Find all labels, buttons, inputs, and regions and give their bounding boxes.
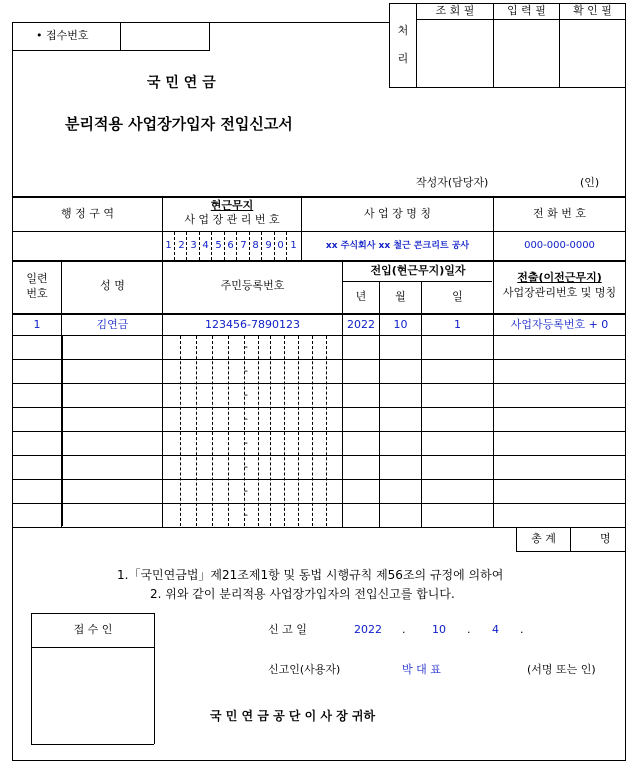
right-border: [625, 3, 626, 760]
reporter-sign-label: (서명 또는 인): [527, 663, 596, 676]
table-row[interactable]: [12, 504, 625, 527]
org-title: 국 민 연 금: [147, 75, 216, 91]
resident-dash: -: [244, 340, 248, 353]
receipt-number-field[interactable]: [121, 23, 209, 50]
mgmt-digit: 3: [190, 240, 197, 251]
workplace-top-line: [12, 196, 626, 198]
mgmt-digit: 4: [202, 240, 209, 251]
receiver-label: 접 수 인: [73, 623, 113, 636]
notice-line-1: 1.「국민연금법」제21조제1항 및 동법 시행규칙 제56조의 규정에 의하여: [117, 568, 504, 582]
mgmt-digit: 9: [265, 240, 272, 251]
member-day: 1: [454, 318, 461, 331]
report-date-day[interactable]: 4: [492, 623, 499, 636]
month-header: 월: [395, 290, 406, 303]
resident-number-header: 주민등록번호: [220, 279, 285, 292]
admin-area-header: 행 정 구 역: [61, 207, 114, 220]
report-date-sep-3: .: [520, 623, 524, 636]
writer-seal-label: (인): [580, 176, 600, 189]
form-title: 분리적용 사업장가입자 전입신고서: [65, 115, 293, 133]
approval-cell-confirm[interactable]: [560, 20, 625, 86]
writer-label: 작성자(담당자): [416, 176, 489, 189]
phone-header: 전 화 번 호: [533, 207, 586, 220]
transfer-out-header-1: 전출(이전근무지): [517, 271, 602, 284]
mgmt-digit: 6: [227, 240, 234, 251]
approval-cell-input[interactable]: [494, 20, 559, 86]
report-date-month[interactable]: 10: [432, 623, 446, 636]
mgmt-digit: 5: [215, 240, 222, 251]
table-row[interactable]: [12, 456, 625, 479]
table-row[interactable]: [12, 314, 625, 335]
admin-area-field[interactable]: [13, 232, 162, 260]
approval-cell-view[interactable]: [417, 20, 493, 86]
report-date-sep-1: .: [402, 623, 406, 636]
reporter-name[interactable]: 박 대 표: [402, 663, 441, 676]
receipt-number-label: • 접수번호: [36, 29, 89, 42]
member-name: 김연금: [96, 318, 129, 331]
receiver-stamp-field[interactable]: [32, 648, 154, 744]
report-date-sep-2: .: [467, 623, 471, 636]
table-row[interactable]: [12, 408, 625, 431]
mgmt-digit: 7: [240, 240, 247, 251]
mgmt-number-header: 사 업 장 관 리 번 호: [184, 213, 280, 226]
reporter-label: 신고인(사용자): [268, 663, 341, 676]
year-header: 년: [355, 290, 367, 303]
mgmt-digit: 1: [290, 240, 297, 251]
member-month: 10: [393, 318, 408, 331]
member-serial: 1: [33, 318, 41, 331]
total-unit: 명: [600, 532, 611, 545]
table-row[interactable]: [12, 384, 625, 407]
date-header-divider: [342, 281, 492, 282]
table-row[interactable]: [12, 480, 625, 503]
table-row[interactable]: [12, 360, 625, 383]
mgmt-digit: 0: [277, 240, 284, 251]
mgmt-digit: 2: [178, 240, 185, 251]
resident-dash: -: [244, 484, 248, 497]
approval-col-view: 조 회 필: [435, 4, 475, 17]
mgmt-digit: 1: [165, 240, 172, 251]
approval-col-confirm: 확 인 필: [573, 4, 612, 17]
bottom-border: [12, 760, 626, 761]
transfer-in-date-header: 전입(현근무지)일자: [370, 264, 466, 277]
resident-dash: -: [244, 436, 248, 449]
member-name-header: 성 명: [100, 279, 125, 292]
resident-dash: -: [244, 364, 248, 377]
resident-dash: -: [244, 388, 248, 401]
table-row[interactable]: [12, 336, 625, 359]
resident-dash: -: [244, 508, 248, 521]
approval-side-label-2: 리: [397, 52, 409, 65]
total-count-field[interactable]: [571, 528, 601, 550]
serial-header-1: 일련: [26, 272, 48, 285]
report-date-year[interactable]: 2022: [354, 623, 382, 636]
member-year: 2022: [347, 318, 375, 331]
report-date-label: 신 고 일: [268, 623, 307, 636]
approval-side-label-1: 처: [397, 24, 409, 37]
mgmt-digit: 8: [252, 240, 259, 251]
resident-dash: -: [244, 460, 248, 473]
workplace-name-value[interactable]: xx 주식회사 xx 철근 콘크리트 공사: [325, 241, 470, 251]
approval-col-input: 입 력 필: [507, 4, 546, 17]
current-place-header: 현근무지: [210, 199, 254, 212]
serial-header-2: 번호: [26, 287, 48, 300]
day-header: 일: [452, 290, 463, 303]
total-label: 총 계: [531, 532, 556, 545]
phone-value[interactable]: 000-000-0000: [524, 240, 595, 251]
transfer-out-header-2: 사업장관리번호 및 명칭: [502, 286, 617, 299]
workplace-name-header: 사 업 장 명 칭: [363, 207, 432, 220]
notice-line-2: 2. 위와 같이 분리적용 사업장가입자의 전입신고를 합니다.: [150, 587, 455, 601]
resident-dash: -: [244, 412, 248, 425]
table-row[interactable]: [12, 432, 625, 455]
member-transfer-out: 사업자등록번호 + 0: [510, 318, 609, 331]
workplace-bottom-line: [12, 260, 626, 262]
addressee: 국 민 연 금 공 단 이 사 장 귀하: [210, 709, 376, 723]
member-resident-number: 123456-7890123: [205, 318, 300, 331]
